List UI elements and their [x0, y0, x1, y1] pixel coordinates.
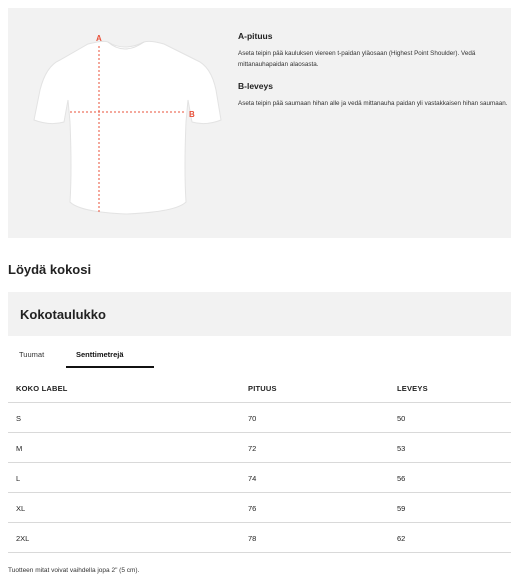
column-header-width: LEVEYS	[397, 384, 428, 393]
width-value: 59	[397, 504, 406, 513]
unit-tabs	[8, 346, 511, 368]
size-disclaimer: Tuotteen mitat voivat vaihdella jopa 2" (5 cm).	[8, 567, 140, 574]
width-value: 53	[397, 444, 406, 453]
table-row	[8, 523, 511, 553]
size-chart-title: Kokotaulukko	[20, 307, 106, 322]
width-value: 62	[397, 534, 406, 543]
size-label: L	[16, 474, 21, 483]
size-label: XL	[16, 504, 26, 513]
column-header-length: PITUUS	[248, 384, 277, 393]
length-value: 70	[248, 414, 257, 423]
marker-b: B	[189, 110, 195, 119]
size-table	[8, 372, 511, 553]
tab-inches[interactable]: Tuumat	[19, 350, 45, 359]
tab-centimeters[interactable]: Senttimetrejä	[76, 350, 124, 359]
tshirt-illustration	[26, 30, 226, 220]
length-value: 72	[248, 444, 257, 453]
size-label: M	[16, 444, 23, 453]
length-value: 78	[248, 534, 257, 543]
length-description: Aseta teipin pää kauluksen viereen t-paidan yläosaan (Highest Point Shoulder). Vedä mittanauhapaidan alaosasta.	[238, 50, 476, 68]
column-header-size: KOKO LABEL	[16, 384, 68, 393]
active-tab-indicator	[66, 366, 154, 368]
length-title: A-pituus	[238, 31, 273, 41]
table-row	[8, 433, 511, 463]
find-size-heading: Löydä kokosi	[8, 262, 92, 277]
length-value: 74	[248, 474, 257, 483]
table-row	[8, 403, 511, 433]
table-header-row	[8, 372, 511, 403]
tshirt-diagram	[26, 30, 226, 220]
measurement-guide-panel	[8, 8, 511, 238]
size-label: 2XL	[16, 534, 30, 543]
width-title: B-leveys	[238, 81, 273, 91]
table-row	[8, 463, 511, 493]
table-row	[8, 493, 511, 523]
size-chart-header	[8, 292, 511, 336]
size-label: S	[16, 414, 22, 423]
length-value: 76	[248, 504, 257, 513]
width-value: 56	[397, 474, 406, 483]
width-value: 50	[397, 414, 406, 423]
width-description: Aseta teipin pää saumaan hihan alle ja vedä mittanauha paidan yli vastakkaisen hihan saumaan.	[238, 100, 508, 107]
measurement-descriptions	[238, 31, 508, 120]
marker-a: A	[96, 34, 102, 43]
